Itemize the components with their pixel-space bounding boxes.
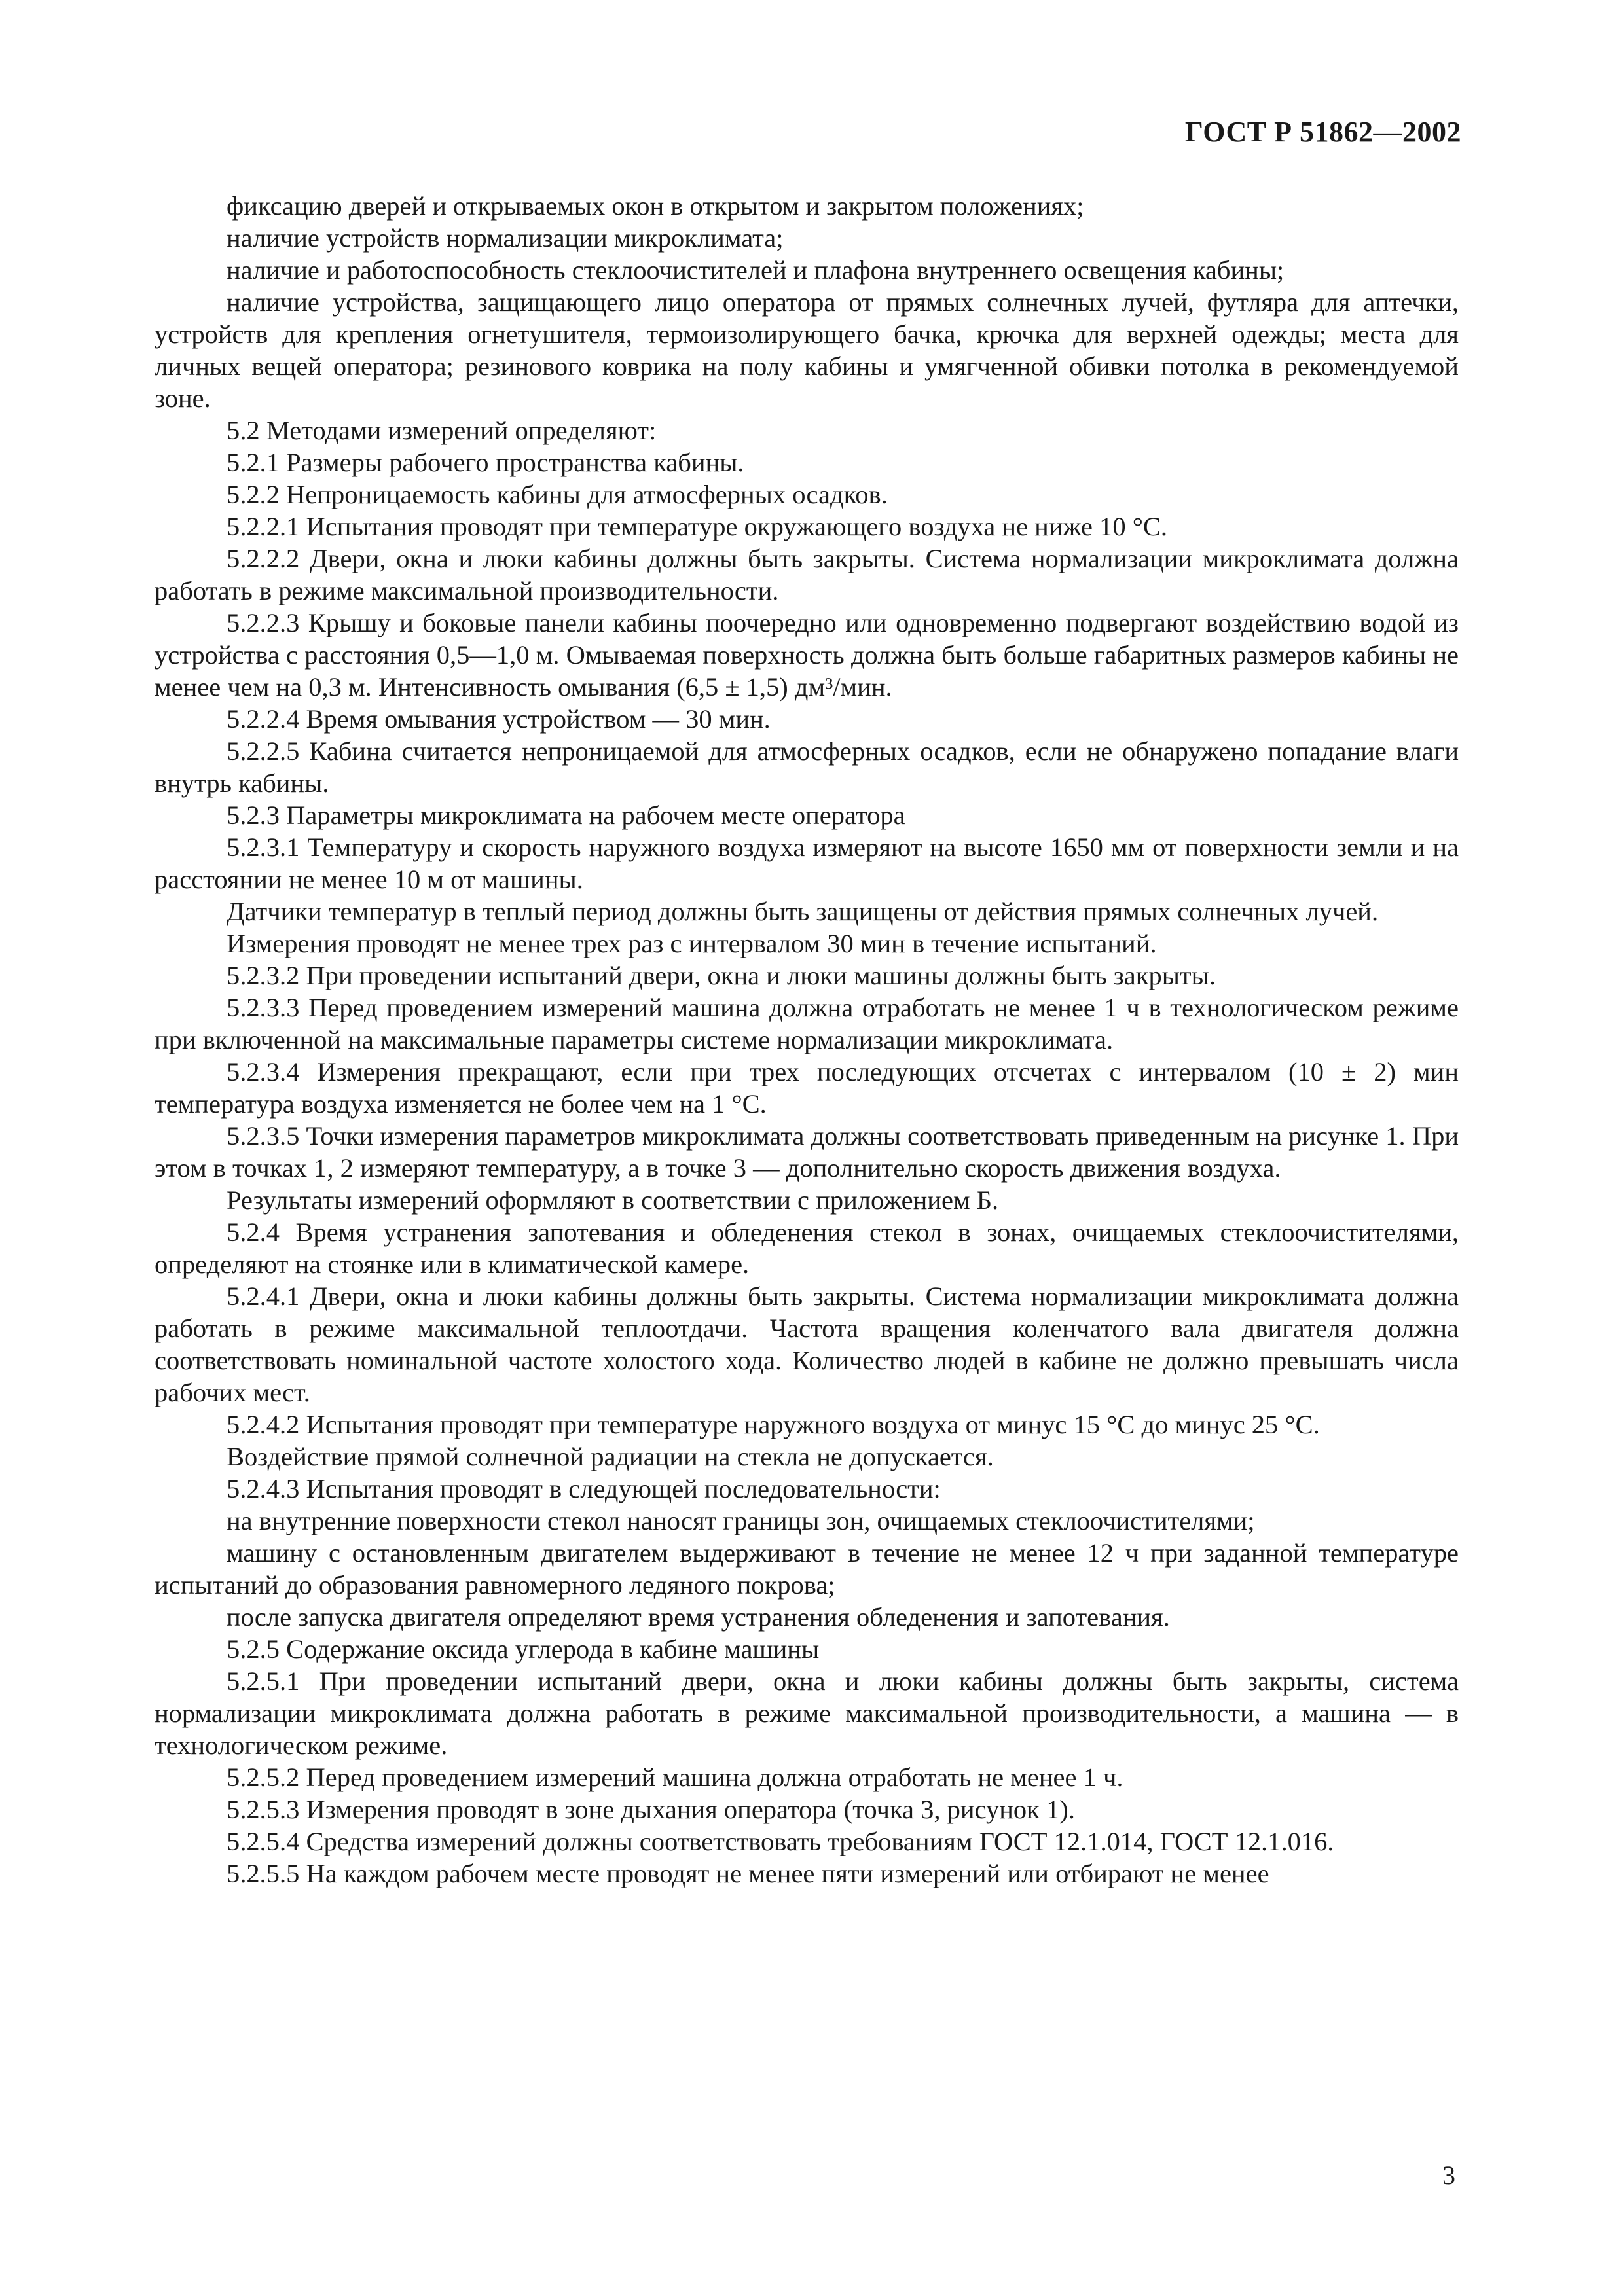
paragraph: 5.2.5.4 Средства измерений должны соответствовать требованиям ГОСТ 12.1.014, ГОСТ 12.1.016.: [227, 1827, 1334, 1856]
paragraph: 5.2.4 Время устранения запотевания и обледенения стекол в зонах, очищаемых стеклоочистителями, определяют на стоянке или в климатической камере.: [155, 1217, 1459, 1279]
paragraph: 5.2.1 Размеры рабочего пространства кабины.: [227, 448, 744, 477]
paragraph: 5.2.2.1 Испытания проводят при температуре окружающего воздуха не ниже 10 °С.: [227, 512, 1168, 541]
paragraph: 5.2.4.1 Двери, окна и люки кабины должны быть закрыты. Система нормализации микроклимата должна работать в режиме максимальной теплоотдачи. Частота вращения коленчатого вала двигателя должна соответствовать номинальной частоте холостого хода. Количество людей в кабине не должно превышать числа рабочих мест.: [155, 1282, 1459, 1407]
paragraph: 5.2.2.3 Крышу и боковые панели кабины поочередно или одновременно подвергают воздействию водой из устройства с расстояния 0,5—1,0 м. Омываемая поверхность должна быть больше габаритных размеров кабины не менее чем на 0,3 м. Интенсивность омывания (6,5 ± 1,5) дм³/мин.: [155, 608, 1459, 702]
paragraph: 5.2.4.2 Испытания проводят при температуре наружного воздуха от минус 15 °С до минус 25 °С.: [227, 1410, 1320, 1439]
paragraph: Датчики температур в теплый период должны быть защищены от действия прямых солнечных лучей.: [227, 897, 1379, 926]
paragraph: 5.2.3.3 Перед проведением измерений машина должна отработать не менее 1 ч в технологическом режиме при включенной на максимальные параметры системе нормализации микроклимата.: [155, 993, 1459, 1054]
paragraph: наличие и работоспособность стеклоочистителей и плафона внутреннего освещения кабины;: [227, 255, 1285, 285]
paragraph: 5.2.5.3 Измерения проводят в зоне дыхания оператора (точка 3, рисунок 1).: [227, 1795, 1075, 1824]
paragraph: Воздействие прямой солнечной радиации на стекла не допускается.: [227, 1442, 994, 1471]
paragraph: 5.2.3.2 При проведении испытаний двери, окна и люки машины должны быть закрыты.: [227, 961, 1216, 990]
paragraph: фиксацию дверей и открываемых окон в открытом и закрытом положениях;: [227, 191, 1084, 221]
paragraph: наличие устройства, защищающего лицо оператора от прямых солнечных лучей, футляра для аптечки, устройств для крепления огнетушителя, термоизолирующего бачка, крючка для верхней одежды; места для личных вещей оператора; резинового коврика на полу кабины и умягченной обивки потолка в рекомендуемой зоне.: [155, 287, 1459, 413]
paragraph: после запуска двигателя определяют время устранения обледенения и запотевания.: [227, 1602, 1170, 1632]
paragraph: 5.2.2 Непроницаемость кабины для атмосферных осадков.: [227, 480, 888, 509]
paragraph: 5.2.5.1 При проведении испытаний двери, окна и люки кабины должны быть закрыты, система нормализации микроклимата должна работать в режиме максимальной производительности, а машина — в технологическом режиме.: [155, 1666, 1459, 1760]
paragraph: 5.2.3.4 Измерения прекращают, если при трех последующих отсчетах с интервалом (10 ± 2) мин температура воздуха изменяется не более чем на 1 °С.: [155, 1057, 1459, 1119]
paragraph: 5.2.2.2 Двери, окна и люки кабины должны быть закрыты. Система нормализации микроклимата должна работать в режиме максимальной производительности.: [155, 544, 1459, 605]
document-code-header: ГОСТ Р 51862—2002: [1184, 116, 1461, 148]
section-heading: 5.2.5 Содержание оксида углерода в кабине машины: [227, 1634, 820, 1664]
paragraph: 5.2.5.5 На каждом рабочем месте проводят не менее пяти измерений или отбирают не менее: [227, 1859, 1269, 1888]
document-body: [155, 190, 1459, 1890]
paragraph: 5.2.3.5 Точки измерения параметров микроклимата должны соответствовать приведенным на рисунке 1. При этом в точках 1, 2 измеряют температуру, а в точке 3 — дополнительно скорость движения воздуха.: [155, 1121, 1459, 1183]
paragraph: на внутренние поверхности стекол наносят границы зон, очищаемых стеклоочистителями;: [227, 1506, 1255, 1535]
paragraph: 5.2.3.1 Температуру и скорость наружного воздуха измеряют на высоте 1650 мм от поверхности земли и на расстоянии не менее 10 м от машины.: [155, 833, 1459, 894]
paragraph: 5.2.2.5 Кабина считается непроницаемой для атмосферных осадков, если не обнаружено попадание влаги внутрь кабины.: [155, 736, 1459, 798]
paragraph: наличие устройств нормализации микроклимата;: [227, 223, 784, 253]
paragraph: 5.2.2.4 Время омывания устройством — 30 мин.: [227, 704, 771, 734]
paragraph: Измерения проводят не менее трех раз с интервалом 30 мин в течение испытаний.: [227, 929, 1157, 958]
paragraph: Результаты измерений оформляют в соответствии с приложением Б.: [227, 1185, 999, 1215]
paragraph: 5.2.4.3 Испытания проводят в следующей последовательности:: [227, 1474, 941, 1503]
section-heading: 5.2 Методами измерений определяют:: [227, 416, 657, 445]
page-number: 3: [1442, 2161, 1455, 2190]
paragraph: машину с остановленным двигателем выдерживают в течение не менее 12 ч при заданной температуре испытаний до образования равномерного ледяного покрова;: [155, 1538, 1459, 1600]
section-heading: 5.2.3 Параметры микроклимата на рабочем месте оператора: [227, 800, 905, 830]
paragraph: 5.2.5.2 Перед проведением измерений машина должна отработать не менее 1 ч.: [227, 1763, 1123, 1792]
